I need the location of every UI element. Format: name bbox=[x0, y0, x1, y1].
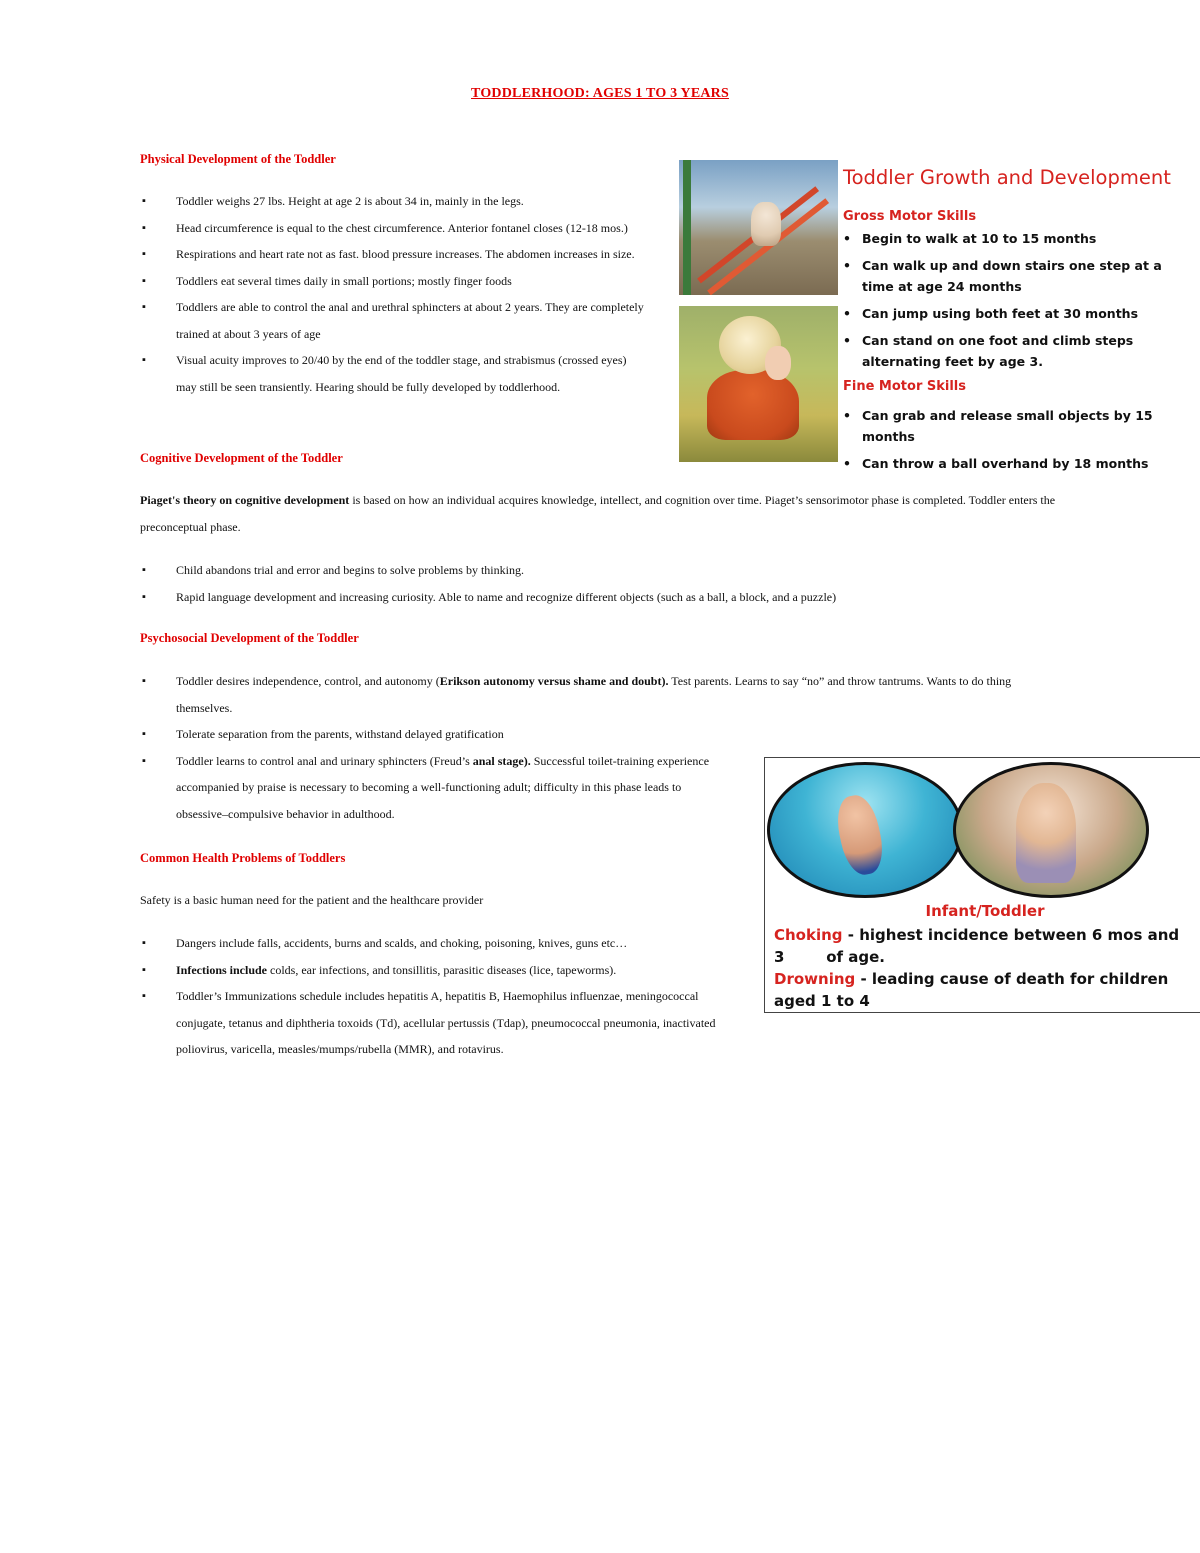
cognitive-paragraph bbox=[140, 487, 1060, 541]
list-item: • Can grab and release small objects by 15 months bbox=[843, 405, 1183, 447]
text: Toddler desires independence, control, and autonomy ( bbox=[176, 674, 440, 688]
list-item: ▪ Toddler’s Immunizations schedule includes hepatitis A, hepatitis B, Haemophilus influenzae, meningococcal conjugate, tetanus and diphtheria toxoids (Td), acellular pertussis (Tdap), pneumococcal pneumonia, inactivated poliovirus, varicella, measles/mumps/rubella (MMR), and rotavirus. bbox=[140, 983, 740, 1063]
drowning-text bbox=[774, 968, 1194, 1012]
list-item: ▪ Visual acuity improves to 20/40 by the end of the toddler stage, and strabismus (crossed eyes) may still be seen transiently. Hearing should be fully developed by toddlerhood. bbox=[140, 347, 645, 400]
toddler-grass-photo bbox=[679, 306, 838, 462]
health-list bbox=[140, 930, 740, 1063]
erikson-term: Erikson autonomy versus shame and doubt). bbox=[439, 674, 669, 688]
safety-box bbox=[764, 757, 1200, 1013]
choking-label: Choking bbox=[774, 926, 843, 944]
text: Test parents. Learns to say “no” and throw tantrums. Wants to do thing themselves. bbox=[176, 674, 1012, 715]
physical-list bbox=[140, 188, 645, 400]
list-item: • Can throw a ball overhand by 18 months bbox=[843, 453, 1183, 474]
list-item: ▪ Tolerate separation from the parents, withstand delayed gratification bbox=[140, 721, 1060, 748]
list-item: • Can stand on one foot and climb steps alternating feet by age 3. bbox=[843, 330, 1178, 372]
list-item: • Can walk up and down stairs one step at a time at age 24 months bbox=[843, 255, 1178, 297]
cognitive-heading: Cognitive Development of the Toddler bbox=[140, 451, 343, 465]
safety-title: Infant/Toddler bbox=[925, 902, 1045, 920]
text: - highest incidence between 6 mos and 3 of age. bbox=[774, 926, 1185, 966]
list-item: • Begin to walk at 10 to 15 months bbox=[843, 228, 1178, 249]
text: Successful toilet-training experience accompanied by praise is necessary to becoming a well-functioning adult; difficulty in this phase leads to obsessive–compulsive behavior in adulthood. bbox=[176, 753, 710, 821]
fine-motor-heading: Fine Motor Skills bbox=[843, 379, 966, 394]
toddler-stairs-photo bbox=[679, 160, 838, 295]
list-item bbox=[140, 668, 1060, 721]
text: - leading cause of death for children aged 1 to 4 bbox=[774, 970, 1169, 1010]
text: colds, ear infections, and tonsillitis, parasitic diseases (lice, tapeworms). bbox=[267, 962, 617, 977]
fine-motor-list bbox=[843, 405, 1183, 480]
health-intro: Safety is a basic human need for the patient and the healthcare provider bbox=[140, 893, 484, 907]
list-item: ▪ Rapid language development and increasing curiosity. Able to name and recognize different objects (such as a ball, a block, and a puzzle) bbox=[140, 584, 1040, 611]
list-item bbox=[140, 957, 740, 984]
text: Toddler learns to control anal and urinary sphincters (Freud’s bbox=[176, 753, 473, 768]
list-item: • Can jump using both feet at 30 months bbox=[843, 303, 1178, 324]
choking-photo bbox=[953, 762, 1149, 898]
list-item: ▪ Child abandons trial and error and begins to solve problems by thinking. bbox=[140, 557, 1040, 584]
cognitive-text: is based on how an individual acquires knowledge, intellect, and cognition over time. Piaget’s sensorimotor phase is completed. Toddler enters the preconceptual phase. bbox=[140, 493, 1056, 534]
list-item: ▪ Toddlers eat several times daily in small portions; mostly finger foods bbox=[140, 268, 645, 295]
choking-text bbox=[774, 924, 1194, 968]
drowning-photo bbox=[767, 762, 963, 898]
cognitive-list bbox=[140, 557, 1040, 610]
list-item: ▪ Respirations and heart rate not as fast. blood pressure increases. The abdomen increases in size. bbox=[140, 241, 645, 268]
infections-term: Infections include bbox=[176, 962, 268, 977]
list-item bbox=[140, 748, 736, 828]
list-item: ▪ Toddlers are able to control the anal and urethral sphincters at about 2 years. They are completely trained at about 3 years of age bbox=[140, 294, 645, 347]
physical-heading: Physical Development of the Toddler bbox=[140, 152, 336, 166]
health-heading: Common Health Problems of Toddlers bbox=[140, 851, 346, 865]
list-item: ▪ Toddler weighs 27 lbs. Height at age 2 is about 34 in, mainly in the legs. bbox=[140, 188, 645, 215]
list-item: ▪ Head circumference is equal to the chest circumference. Anterior fontanel closes (12-18 mos.) bbox=[140, 215, 645, 242]
drowning-label: Drowning bbox=[774, 970, 856, 988]
gross-motor-list bbox=[843, 228, 1178, 378]
piaget-term: Piaget's theory on cognitive development bbox=[140, 493, 350, 507]
freud-term: anal stage). bbox=[472, 753, 531, 768]
growth-title: Toddler Growth and Development bbox=[843, 166, 1171, 189]
page-title: TODDLERHOOD: AGES 1 TO 3 YEARS bbox=[471, 86, 729, 101]
psychosocial-heading: Psychosocial Development of the Toddler bbox=[140, 631, 359, 645]
gross-motor-heading: Gross Motor Skills bbox=[843, 209, 977, 224]
list-item: ▪ Dangers include falls, accidents, burns and scalds, and choking, poisoning, knives, guns etc… bbox=[140, 930, 740, 957]
